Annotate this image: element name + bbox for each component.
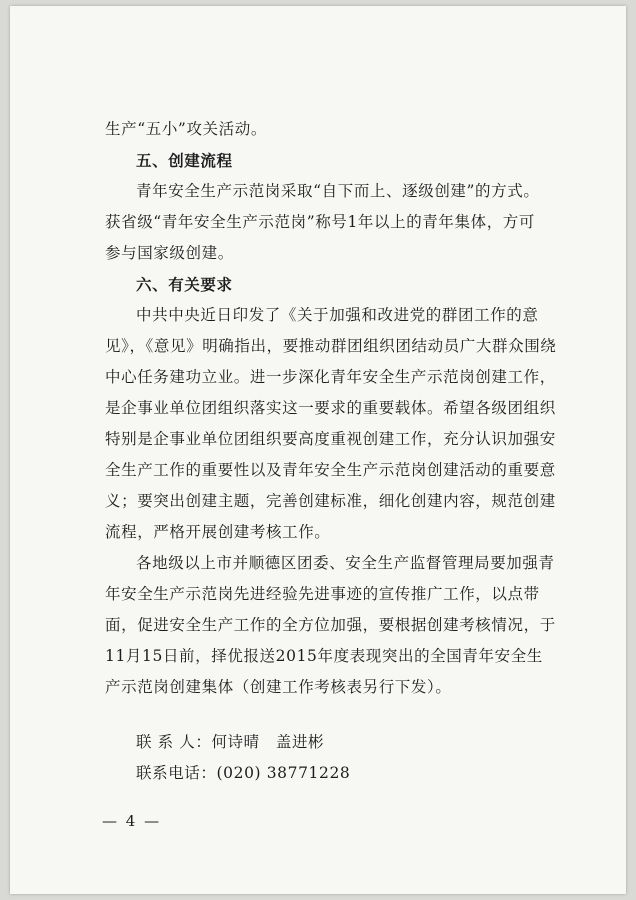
section-heading-process: 五、创建流程	[136, 151, 233, 170]
section-heading-requirements: 六、有关要求	[136, 275, 233, 294]
paragraph-line: 全生产工作的重要性以及青年安全生产示范岗创建活动的重要意	[105, 461, 556, 479]
paragraph-line: 年安全生产示范岗先进经验先进事迹的宣传推广工作，以点带	[105, 585, 540, 603]
paragraph-line: 中心任务建功立业。进一步深化青年安全生产示范岗创建工作，	[105, 368, 556, 386]
paragraph-line: 中共中央近日印发了《关于加强和改进党的群团工作的意	[136, 306, 539, 324]
document-page	[10, 6, 626, 894]
paragraph-line: 流程，严格开展创建考核工作。	[105, 523, 331, 541]
contact-phone: 联系电话：(020) 38771228	[136, 764, 351, 782]
paragraph-line: 获省级“青年安全生产示范岗”称号1年以上的青年集体，方可	[105, 213, 536, 231]
paragraph-line: 面，促进安全生产工作的全方位加强，要根据创建考核情况，于	[105, 616, 556, 634]
paragraph-line: 义；要突出创建主题，完善创建标准，细化创建内容，规范创建	[105, 492, 556, 510]
page-number: — 4 —	[102, 812, 162, 830]
paragraph-line: 各地级以上市并顺德区团委、安全生产监督管理局要加强青	[136, 554, 555, 572]
paragraph-line: 生产“五小”攻关活动。	[105, 120, 267, 138]
paragraph-line: 青年安全生产示范岗采取“自下而上、逐级创建”的方式。	[136, 182, 540, 200]
contact-person: 联 系 人：何诗晴 盖进彬	[136, 733, 325, 751]
paragraph-line: 产示范岗创建集体（创建工作考核表另行下发）。	[105, 678, 452, 696]
spacer	[105, 703, 587, 727]
paragraph-line: 11月15日前，择优报送2015年度表现突出的全国青年安全生	[105, 647, 543, 665]
paragraph-line: 见》，《意见》明确指出，要推动群团组织团结动员广大群众围绕	[105, 337, 557, 355]
document-body	[105, 114, 587, 789]
paragraph-line: 是企事业单位团组织落实这一要求的重要载体。希望各级团组织	[105, 399, 556, 417]
paragraph-line: 参与国家级创建。	[105, 244, 234, 262]
paragraph-line: 特别是企事业单位团组织要高度重视创建工作，充分认识加强安	[105, 430, 556, 448]
